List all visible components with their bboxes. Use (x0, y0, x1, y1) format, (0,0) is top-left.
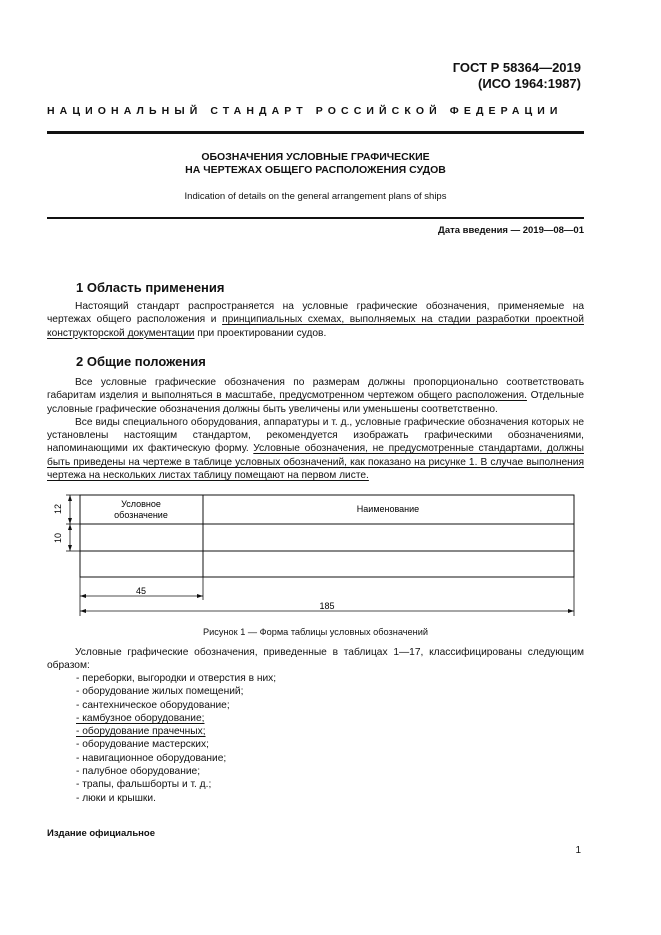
list-item: - люки и крышки. (76, 792, 156, 804)
underlined-passage: принципиальных схемах, выполняемых на стадии разработки проектной конструкторской документации (47, 314, 584, 339)
section-2-text: Все условные графические обозначения по размерам должны пропорционально соответствовать габаритам изделия и выполняться в масштабе, предусмотренном чертежом общего расположения. Отдельные условные графические обозначения должны быть увеличены или уменьшены соответственно. Все виды специального оборудования, аппаратуры и т. д., условные графические обозначения которых не установлены настоящим стандартом, рекомендуется изображать графическими обозначениями, напоминающими их фактическую форму. Условные обозначения, не предусмотренные стандартами, должны быть приведены на чертеже в таблице условных обозначений, как показано на рисунке 1. В случае выполнения чертежа на нескольких листах таблицу помещают на первом листе. (47, 377, 584, 482)
iso-number: (ИСО 1964:1987) (478, 76, 581, 91)
list-item: - камбузное оборудование; (76, 712, 205, 724)
list-item: - оборудование мастерских; (76, 739, 209, 751)
col1-header-line2: обозначение (114, 510, 168, 520)
dim-total-label: 185 (319, 601, 335, 611)
introduction-date: Дата введения — 2019—08—01 (438, 225, 584, 236)
title-rule (47, 217, 584, 219)
col2-header: Наименование (356, 504, 420, 514)
classification-list (76, 672, 276, 805)
dim-row2-label: 10 (53, 532, 63, 544)
list-item: - оборудование жилых помещений; (76, 686, 244, 698)
col1-header-line1: Условное (121, 499, 161, 509)
title-line-2: НА ЧЕРТЕЖАХ ОБЩЕГО РАСПОЛОЖЕНИЯ СУДОВ (185, 164, 446, 176)
gost-number: ГОСТ Р 58364—2019 (452, 60, 581, 75)
underlined-passage: Условные обозначения, не предусмотренные стандартами, должны быть приведены на чертеже в таблице условных обозначений, как показано на рисунке 1. В случае выполнения чертежа на нескольких листах таблицу помещают на первом листе. (47, 443, 584, 482)
page-number: 1 (575, 845, 581, 856)
figure-table-form (0, 488, 661, 620)
figure-caption: Рисунок 1 — Форма таблицы условных обозначений (203, 627, 428, 637)
edition-note: Издание официальное (47, 828, 155, 839)
underlined-passage: и выполняться в масштабе, предусмотренном чертежом общего расположения. (141, 390, 527, 402)
dim-col1-label: 45 (135, 586, 147, 596)
list-item: - палубное оборудование; (76, 766, 201, 778)
list-item: - трапы, фальшборты и т. д.; (76, 779, 212, 791)
list-item: - сантехническое оборудование; (76, 699, 230, 711)
document-designation (453, 60, 581, 92)
dim-row1-label: 12 (53, 503, 63, 515)
national-standard-banner: НАЦИОНАЛЬНЫЙ СТАНДАРТ РОССИЙСКОЙ ФЕДЕРАЦИИ (47, 105, 563, 117)
title-line-1: ОБОЗНАЧЕНИЯ УСЛОВНЫЕ ГРАФИЧЕСКИЕ (201, 151, 430, 163)
list-item: - навигационное оборудование; (76, 752, 227, 764)
section-1-heading: 1 Область применения (76, 280, 225, 295)
list-item: - оборудование прачечных; (76, 726, 206, 738)
english-title: Indication of details on the general arrangement plans of ships (184, 191, 447, 202)
section-1-text: Настоящий стандарт распространяется на условные графические обозначения, применяемые на чертежах общего расположения и принципиальных схемах, выполняемых на стадии разработки проектной конструкторской документации при проектировании судов. (47, 301, 584, 339)
document-title (47, 151, 584, 177)
list-item: - переборки, выгородки и отверстия в них; (76, 673, 277, 684)
top-rule (47, 131, 584, 134)
classification-intro: Условные графические обозначения, приведенные в таблицах 1—17, классифицированы следующим образом: (47, 647, 584, 672)
section-2-heading: 2 Общие положения (76, 354, 206, 369)
